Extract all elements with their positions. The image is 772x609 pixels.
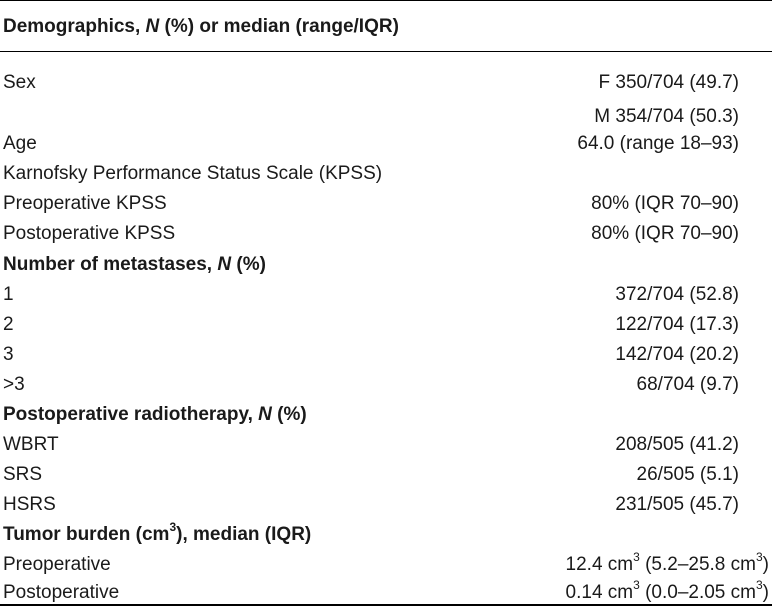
row-value: M 354/704 (50.3) [594,106,739,127]
table-row [0,221,772,250]
row-label: Age [3,133,37,154]
row-value: 0.14 $cm^3$ (0.0–2.05 $cm^3$) [565,577,769,603]
row-label: Karnofsky Performance Status Scale (KPSS) [3,163,383,184]
table-row [0,372,772,401]
table-row [0,342,772,371]
row-value: 12.4 $cm^3$ (5.2–25.8 $cm^3$) [565,549,769,575]
section-title: Number of metastases, N (%) [3,254,266,275]
row-value: 208/505 (41.2) [615,434,739,455]
row-label: WBRT [3,434,59,455]
row-value: 231/505 (45.7) [615,494,739,515]
row-label: SRS [3,464,43,485]
row-label: Preoperative KPSS [3,193,167,214]
row-value: 142/704 (20.2) [615,344,739,365]
row-label: 1 [3,284,14,305]
table-row [0,131,772,160]
row-value: 68/704 (9.7) [636,374,739,395]
row-label: Postoperative [3,582,120,603]
header-rule [0,51,772,52]
row-label: Sex [3,72,36,93]
table-row [0,282,772,311]
row-label: >3 [3,374,25,395]
row-value: 64.0 (range 18–93) [577,133,739,154]
table-row [0,70,772,99]
row-value: F 350/704 (49.7) [598,72,739,93]
row-label: Preoperative [3,554,111,575]
row-label: 2 [3,314,14,335]
table-header: Demographics, N (%) or median (range/IQR) [3,16,399,37]
row-label: HSRS [3,494,56,515]
section-title: Tumor burden $(cm^3)$, median (IQR) [3,519,312,545]
table-row [0,492,772,521]
row-label: 3 [3,344,14,365]
row-value: 372/704 (52.8) [615,284,739,305]
table-row [0,312,772,341]
table-row [0,432,772,461]
table-row [0,191,772,220]
row-value: 80% (IQR 70–90) [591,193,739,214]
table-row [0,161,772,190]
top-rule [0,0,772,1]
table-row [0,549,772,581]
table-row [0,462,772,491]
section-metastases [0,252,772,281]
table-row [0,104,772,133]
row-label: Postoperative KPSS [3,223,176,244]
row-value: 26/505 (5.1) [636,464,739,485]
section-radiotherapy [0,402,772,431]
section-title: Postoperative radiotherapy, N (%) [3,404,307,425]
section-tumor-burden [0,519,772,551]
row-value: 122/704 (17.3) [615,314,739,335]
row-value: 80% (IQR 70–90) [591,223,739,244]
